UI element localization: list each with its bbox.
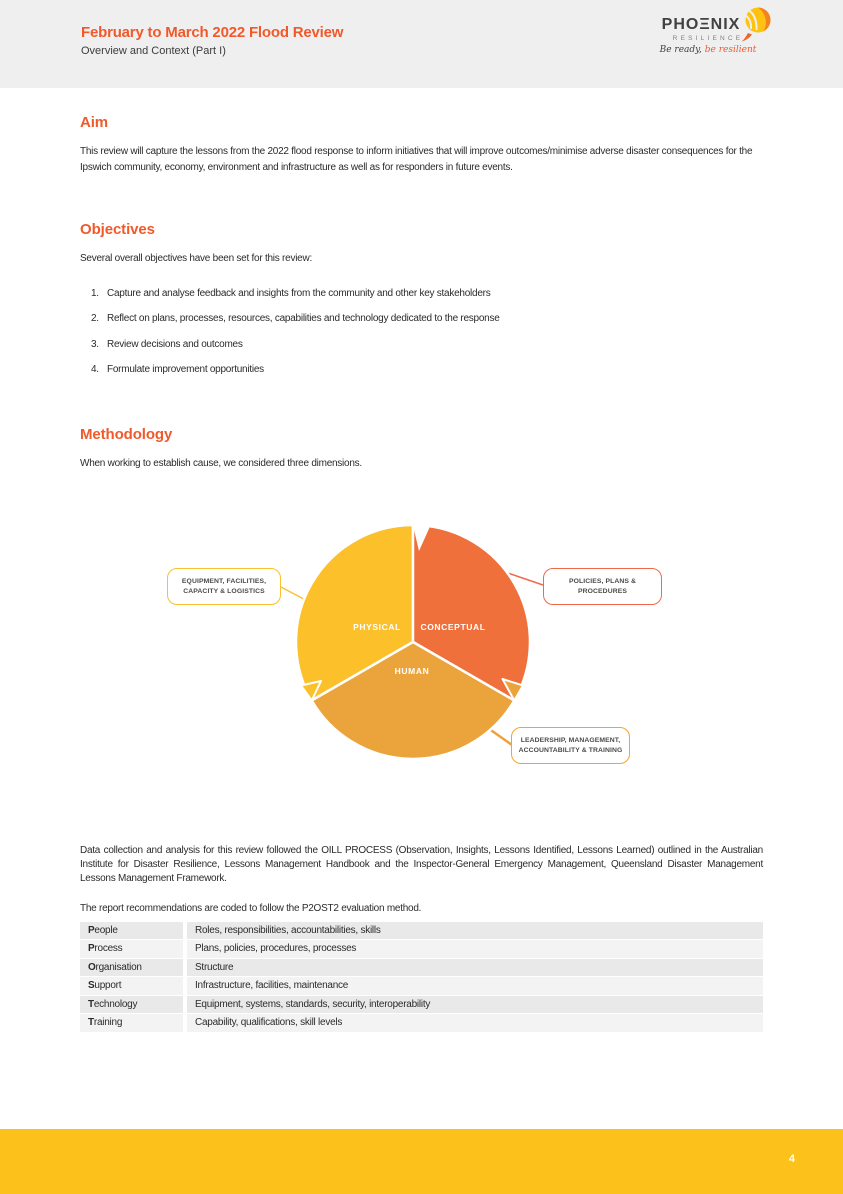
report-title: February to March 2022 Flood Review <box>81 24 344 41</box>
list-item <box>80 286 763 302</box>
report-subtitle: Overview and Context (Part I) <box>81 45 226 57</box>
objectives-list <box>80 286 763 378</box>
list-item <box>80 337 763 353</box>
list-item-number: 4. <box>91 364 99 375</box>
segment-label-human: HUMAN <box>394 666 430 676</box>
methodology-diagram <box>0 501 843 831</box>
callout-conceptual: POLICIES, PLANS & PROCEDURES <box>543 568 662 605</box>
callout-human: LEADERSHIP, MANAGEMENT, ACCOUNTABILITY & TRAINING <box>511 727 630 764</box>
table-row: Process Plans, policies, procedures, processes <box>80 940 763 958</box>
list-item-text: Capture and analyse feedback and insights from the community and other key stakeholders <box>107 287 491 299</box>
list-item-text: Formulate improvement opportunities <box>107 364 264 375</box>
phoenix-resilience-logo <box>647 16 769 55</box>
methodology-heading: Methodology <box>80 425 173 443</box>
aim-heading: Aim <box>80 114 109 131</box>
p2ost2-table <box>80 922 763 1032</box>
page-footer <box>0 1129 843 1194</box>
table-row: People Roles, responsibilities, accountabilities, skills <box>80 922 763 940</box>
page-number: 4 <box>788 1153 795 1165</box>
logo-tagline: Be ready, be resilient <box>659 45 757 55</box>
list-item-number: 2. <box>91 313 99 324</box>
objectives-heading: Objectives <box>80 221 155 238</box>
methodology-intro: When working to establish cause, we considered three dimensions. <box>80 457 362 469</box>
list-item-text: Reflect on plans, processes, resources, capabilities and technology dedicated to the response <box>107 313 500 324</box>
list-item <box>80 362 763 378</box>
aim-paragraph: This review will capture the lessons from the 2022 flood response to inform initiatives that will improve outcomes/minimise adverse disaster consequences for the Ipswich community, economy, environment and infrastructure as well as for responders in future events. <box>80 146 753 173</box>
data-collection-paragraph: Data collection and analysis for this review followed the OILL PROCESS (Observation, Insights, Lessons Identified, Lessons Learned) outlined in the Australian Institute for Disaster Resilience, Lessons Management Handbook and the Inspector-General Emergency Management, Queensland Disaster Management Lessons Management Framework. <box>80 845 763 884</box>
list-item-text: Review decisions and outcomes <box>107 338 243 350</box>
logo-resilience-text: RESILIENCE <box>672 35 744 42</box>
page-content <box>0 88 843 1129</box>
segment-label-conceptual: CONCEPTUAL <box>420 622 486 632</box>
recommendations-paragraph: The report recommendations are coded to follow the P2OST2 evaluation method. <box>80 903 422 914</box>
list-item <box>80 311 763 327</box>
segment-label-physical: PHYSICAL <box>353 622 401 632</box>
list-item-number: 3. <box>91 338 99 350</box>
callout-physical: EQUIPMENT, FACILITIES, CAPACITY & LOGISTICS <box>167 568 281 605</box>
table-row: Support Infrastructure, facilities, maintenance <box>80 977 763 995</box>
list-item-number: 1. <box>91 287 99 299</box>
logo-brand-text: PHOΞNIX <box>661 16 741 33</box>
objectives-intro: Several overall objectives have been set for this review: <box>80 253 312 264</box>
page-header <box>0 0 843 88</box>
phoenix-flame-icon <box>738 6 772 49</box>
table-row: Organisation Structure <box>80 959 763 977</box>
table-row: Training Capability, qualifications, skill levels <box>80 1014 763 1032</box>
table-row: Technology Equipment, systems, standards, security, interoperability <box>80 996 763 1014</box>
